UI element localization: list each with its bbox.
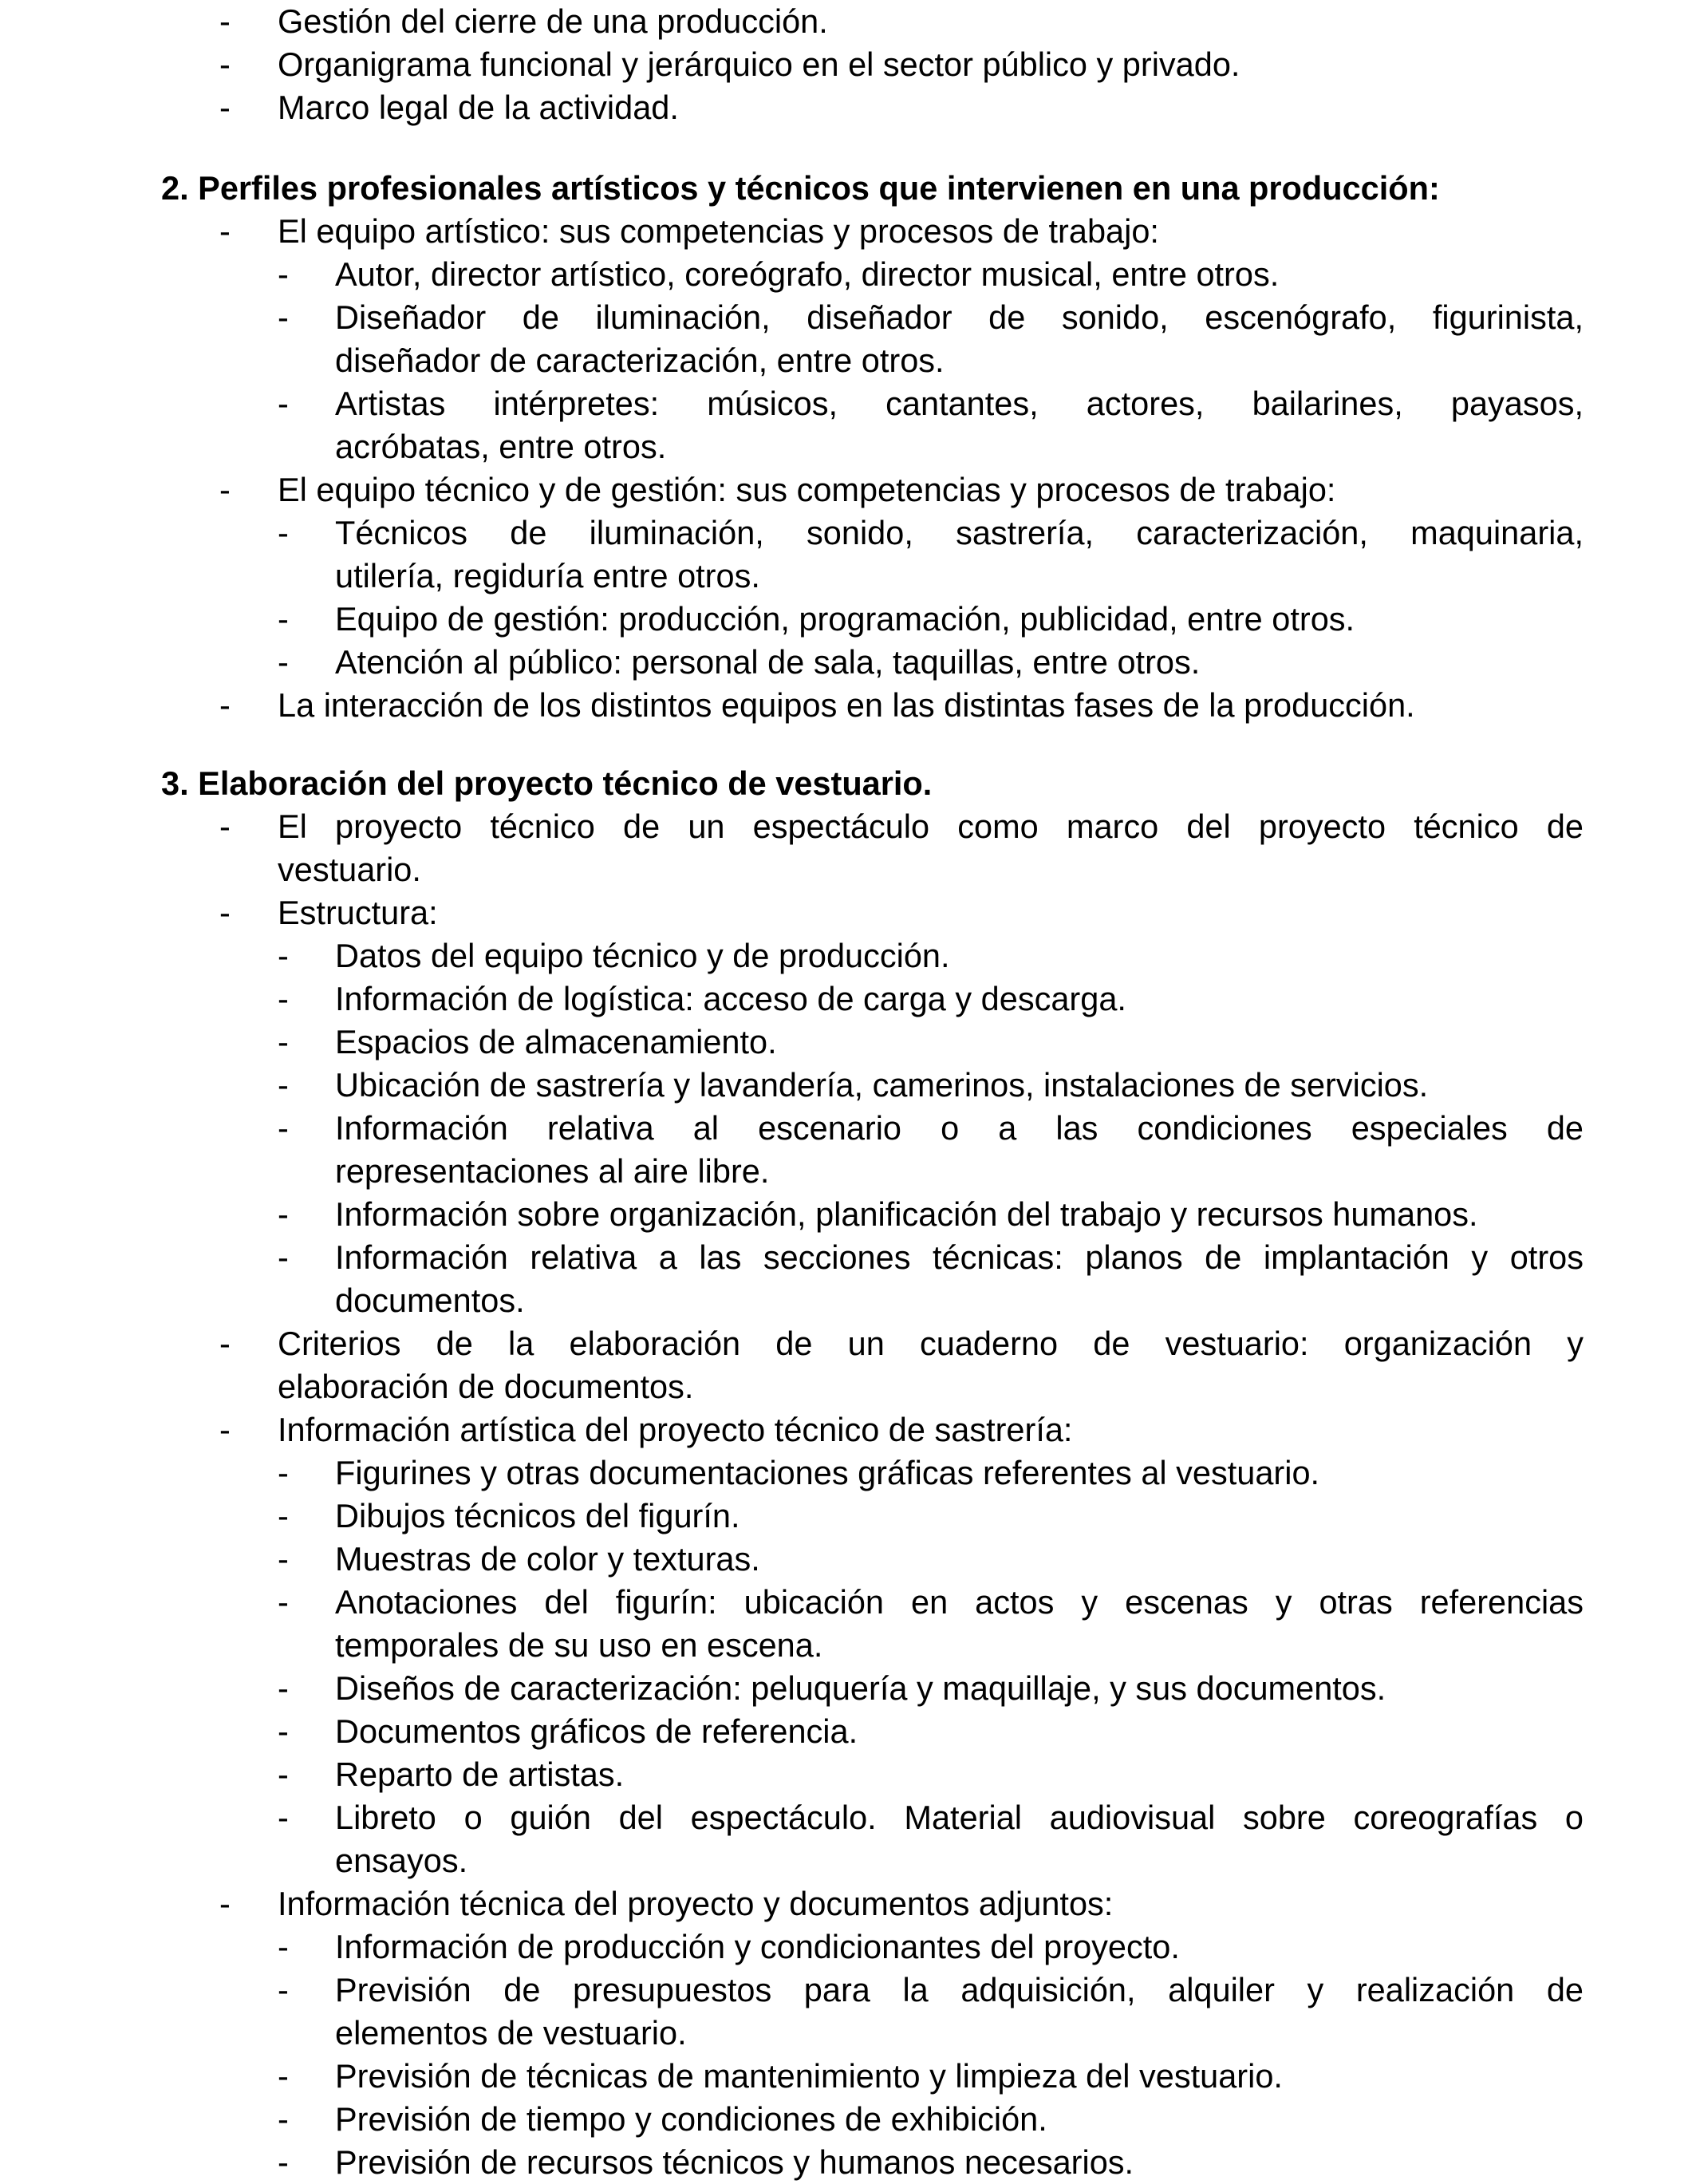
intro-list: [0, 0, 1696, 129]
list-item: [0, 1538, 1696, 1581]
list-dash: -: [278, 1755, 289, 1793]
list-item-text: Técnicos de iluminación, sonido, sastrería, caracterización, maquinaria,: [335, 514, 1584, 551]
list-item: [0, 1495, 1696, 1538]
list-item: [0, 1322, 1696, 1365]
list-dash: -: [278, 1454, 289, 1491]
list-item-text: Previsión de tiempo y condiciones de exhibición.: [335, 2100, 1047, 2138]
list-item: [0, 1451, 1696, 1495]
list-dash: -: [219, 1885, 231, 1922]
list-dash: -: [278, 643, 289, 681]
list-item: [0, 1753, 1696, 1796]
list-dash: -: [219, 808, 231, 845]
list-dash: -: [278, 514, 289, 551]
list-item: [0, 1969, 1696, 2012]
list-item: [0, 0, 1696, 43]
list-item-text: Dibujos técnicos del figurín.: [335, 1497, 740, 1534]
list-item-text: El equipo técnico y de gestión: sus competencias y procesos de trabajo:: [278, 471, 1336, 508]
list-item-continuation: [0, 1365, 1696, 1408]
list-dash: -: [278, 980, 289, 1017]
list-item-continuation: [0, 555, 1696, 598]
list-item-text: Previsión de recursos técnicos y humanos necesarios.: [335, 2143, 1134, 2181]
list-dash: -: [278, 1540, 289, 1578]
list-dash: -: [278, 937, 289, 974]
list-dash: -: [219, 2, 231, 40]
list-item: [0, 43, 1696, 86]
list-item-text: Anotaciones del figurín: ubicación en actos y escenas y otras referencias: [335, 1583, 1584, 1621]
list-dash: -: [278, 1669, 289, 1707]
list-item: [0, 1021, 1696, 1064]
list-item-continuation: [0, 2012, 1696, 2055]
list-dash: -: [278, 2143, 289, 2181]
list-dash: -: [219, 1325, 231, 1362]
list-item-text: ensayos.: [335, 1842, 468, 1879]
list-item-text: Figurines y otras documentaciones gráficas referentes al vestuario.: [335, 1454, 1320, 1491]
list-item: [0, 2055, 1696, 2098]
list-item: [0, 2141, 1696, 2184]
list-item-text: diseñador de caracterización, entre otros.: [335, 342, 945, 379]
list-item: [0, 1882, 1696, 1925]
list-dash: -: [219, 894, 231, 931]
list-item: [0, 2098, 1696, 2141]
list-dash: -: [278, 1195, 289, 1233]
section-2-list: [0, 210, 1696, 727]
list-dash: -: [278, 1971, 289, 2008]
list-item-text: Información de producción y condicionantes del proyecto.: [335, 1928, 1180, 1965]
list-item-text: Ubicación de sastrería y lavandería, camerinos, instalaciones de servicios.: [335, 1066, 1429, 1104]
list-dash: -: [278, 1023, 289, 1060]
list-item-continuation: [0, 1150, 1696, 1193]
list-dash: -: [278, 385, 289, 422]
list-item: [0, 253, 1696, 296]
list-dash: -: [278, 298, 289, 336]
list-dash: -: [278, 2057, 289, 2095]
list-dash: -: [278, 1497, 289, 1534]
list-dash: -: [219, 89, 231, 126]
list-item-continuation: [0, 1624, 1696, 1667]
list-item: [0, 1710, 1696, 1753]
list-dash: -: [278, 600, 289, 638]
list-item: [0, 86, 1696, 129]
list-item: [0, 1796, 1696, 1839]
list-item-text: Reparto de artistas.: [335, 1755, 625, 1793]
list-item-text: Diseñador de iluminación, diseñador de sonido, escenógrafo, figurinista,: [335, 298, 1584, 336]
list-item: [0, 296, 1696, 339]
list-item-continuation: [0, 339, 1696, 382]
list-item-text: Diseños de caracterización: peluquería y maquillaje, y sus documentos.: [335, 1669, 1386, 1707]
list-dash: -: [278, 255, 289, 293]
list-item-text: Información sobre organización, planificación del trabajo y recursos humanos.: [335, 1195, 1478, 1233]
list-item-text: elaboración de documentos.: [278, 1368, 694, 1405]
list-item: [0, 382, 1696, 425]
list-item-text: documentos.: [335, 1282, 525, 1319]
list-item: [0, 1107, 1696, 1150]
list-item: [0, 1064, 1696, 1107]
list-item-text: acróbatas, entre otros.: [335, 428, 667, 465]
list-item-text: Previsión de técnicas de mantenimiento y limpieza del vestuario.: [335, 2057, 1283, 2095]
list-item-text: Criterios de la elaboración de un cuaderno de vestuario: organización y: [278, 1325, 1584, 1362]
list-item-continuation: [0, 1279, 1696, 1322]
list-item: [0, 468, 1696, 511]
list-item-text: El proyecto técnico de un espectáculo como marco del proyecto técnico de: [278, 808, 1584, 845]
list-item-text: Muestras de color y texturas.: [335, 1540, 760, 1578]
list-dash: -: [278, 1583, 289, 1621]
list-item: [0, 210, 1696, 253]
list-item: [0, 1193, 1696, 1236]
list-item: [0, 1408, 1696, 1451]
list-dash: -: [278, 1066, 289, 1104]
list-item-text: Información de logística: acceso de carga y descarga.: [335, 980, 1126, 1017]
list-item: [0, 511, 1696, 555]
list-dash: -: [278, 1712, 289, 1750]
list-item: [0, 1581, 1696, 1624]
list-item: [0, 684, 1696, 727]
list-item-text: Estructura:: [278, 894, 438, 931]
section-heading-2: 2. Perfiles profesionales artísticos y técnicos que intervienen en una producción:: [161, 169, 1440, 207]
list-item-continuation: [0, 848, 1696, 891]
list-item-continuation: [0, 425, 1696, 468]
list-item-text: Información artística del proyecto técnico de sastrería:: [278, 1411, 1073, 1448]
list-item: [0, 598, 1696, 641]
list-dash: -: [219, 686, 231, 724]
list-item-text: temporales de su uso en escena.: [335, 1626, 823, 1664]
list-item-text: Equipo de gestión: producción, programación, publicidad, entre otros.: [335, 600, 1355, 638]
list-item-text: Gestión del cierre de una producción.: [278, 2, 828, 40]
list-item: [0, 934, 1696, 977]
list-item-text: Información relativa a las secciones técnicas: planos de implantación y otros: [335, 1238, 1584, 1276]
list-item: [0, 1925, 1696, 1969]
list-item: [0, 641, 1696, 684]
list-item-text: Marco legal de la actividad.: [278, 89, 679, 126]
list-item: [0, 891, 1696, 934]
list-item-text: Atención al público: personal de sala, taquillas, entre otros.: [335, 643, 1201, 681]
list-item-text: utilería, regiduría entre otros.: [335, 557, 760, 594]
list-item: [0, 1667, 1696, 1710]
list-item-text: Documentos gráficos de referencia.: [335, 1712, 858, 1750]
list-item-continuation: [0, 1839, 1696, 1882]
list-item-text: Datos del equipo técnico y de producción.: [335, 937, 950, 974]
list-item-text: Información relativa al escenario o a las condiciones especiales de: [335, 1109, 1584, 1147]
list-item-text: Información técnica del proyecto y documentos adjuntos:: [278, 1885, 1114, 1922]
list-item-text: Artistas intérpretes: músicos, cantantes, actores, bailarines, payasos,: [335, 385, 1584, 422]
list-item-text: La interacción de los distintos equipos en las distintas fases de la producción.: [278, 686, 1415, 724]
list-dash: -: [219, 212, 231, 250]
list-dash: -: [278, 1109, 289, 1147]
section-3-list: [0, 805, 1696, 2184]
list-dash: -: [219, 45, 231, 83]
list-item-text: elementos de vestuario.: [335, 2014, 687, 2052]
list-item: [0, 1236, 1696, 1279]
list-item-text: El equipo artístico: sus competencias y procesos de trabajo:: [278, 212, 1159, 250]
list-item-text: Autor, director artístico, coreógrafo, director musical, entre otros.: [335, 255, 1280, 293]
list-item-text: Previsión de presupuestos para la adquisición, alquiler y realización de: [335, 1971, 1584, 2008]
list-item: [0, 977, 1696, 1021]
list-item-text: Libreto o guión del espectáculo. Material audiovisual sobre coreografías o: [335, 1799, 1584, 1836]
list-item-text: representaciones al aire libre.: [335, 1152, 770, 1190]
list-dash: -: [278, 2100, 289, 2138]
list-dash: -: [278, 1238, 289, 1276]
list-dash: -: [219, 471, 231, 508]
list-item: [0, 805, 1696, 848]
list-dash: -: [278, 1928, 289, 1965]
list-item-text: Organigrama funcional y jerárquico en el sector público y privado.: [278, 45, 1240, 83]
list-item-text: Espacios de almacenamiento.: [335, 1023, 777, 1060]
list-dash: -: [219, 1411, 231, 1448]
list-dash: -: [278, 1799, 289, 1836]
section-heading-3: 3. Elaboración del proyecto técnico de vestuario.: [161, 764, 933, 802]
list-item-text: vestuario.: [278, 851, 421, 888]
